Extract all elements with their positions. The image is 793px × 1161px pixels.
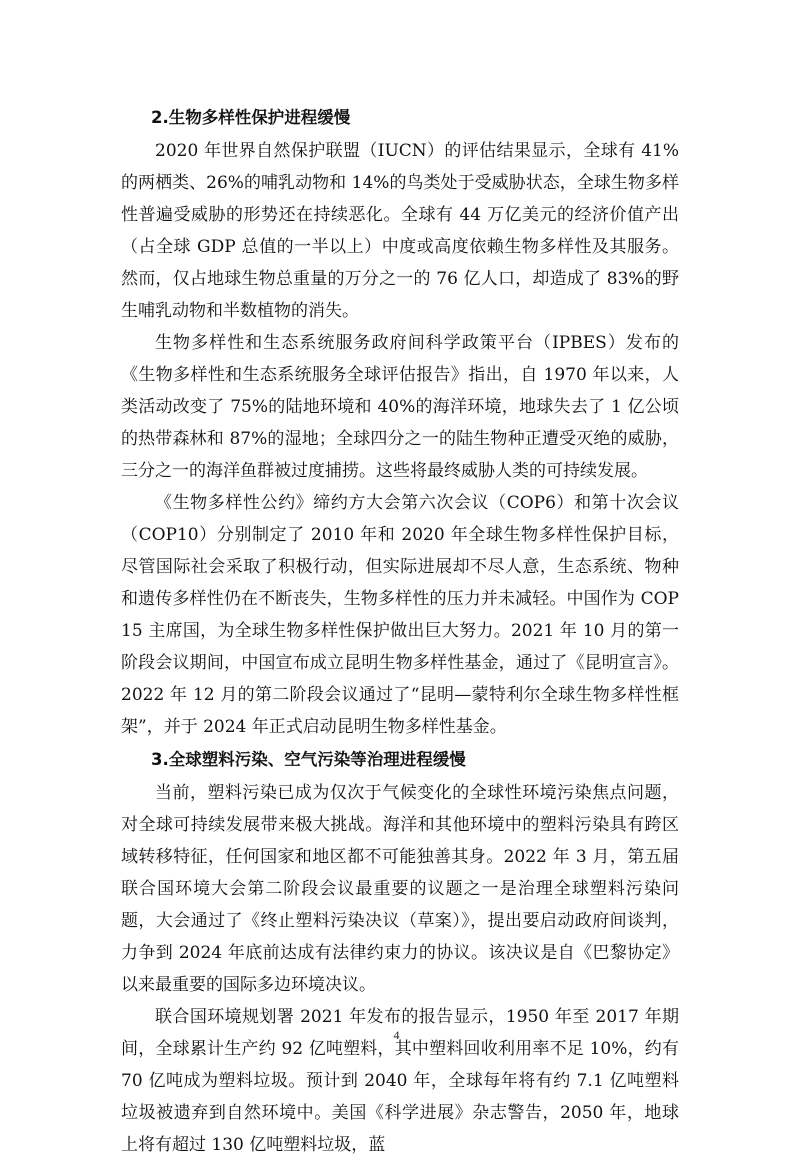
paragraph: 2020 年世界自然保护联盟（IUCN）的评估结果显示，全球有 41%的两栖类、26%的哺乳动物和 14%的鸟类处于受威胁状态，全球生物多样性普遍受威胁的形势还在持续恶化。全球有 44 万亿美元的经济价值产出（占全球 GDP 总值的一半以上）中度或高度依赖生物多样性及其服务。然而，仅占地球生物总重量的万分之一的 76 亿人口，却造成了 83%的野生哺乳动物和半数植物的消失。	[121, 141, 679, 321]
paragraph: 《生物多样性公约》缔约方大会第六次会议（COP6）和第十次会议（COP10）分别制定了 2010 年和 2020 年全球生物多样性保护目标，尽管国际社会采取了积极行动，但实际进展却不尽人意，生态系统、物种和遗传多样性仍在不断丧失，生物多样性的压力并未减轻。中国作为 COP15 主席国，为全球生物多样性保护做出巨大努力。2021 年 10 月的第一阶段会议期间，中国宣布成立昆明生物多样性基金，通过了《昆明宣言》。2022 年 12 月的第二阶段会议通过了“昆明—蒙特利尔全球生物多样性框架”，并于 2024 年正式启动昆明生物多样性基金。	[121, 493, 679, 737]
section-heading-biodiversity: 2.生物多样性保护进程缓慢	[151, 108, 351, 127]
paragraph: 生物多样性和生态系统服务政府间科学政策平台（IPBES）发布的《生物多样性和生态系统服务全球评估报告》指出，自 1970 年以来，人类活动改变了 75%的陆地环境和 40%的海洋环境，地球失去了 1 亿公顷的热带森林和 87%的湿地；全球四分之一的陆生物种正遭受灭绝的威胁，三分之一的海洋鱼群被过度捕捞。这些将最终威胁人类的可持续发展。	[121, 333, 679, 481]
paragraph: 联合国环境规划署 2021 年发布的报告显示，1950 年至 2017 年期间，全球累计生产约 92 亿吨塑料，其中塑料回收利用率不足 10%，约有 70 亿吨成为塑料垃圾。预计到 2040 年，全球每年将有约 7.1 亿吨塑料垃圾被遗弃到自然环境中。美国《科学进展》杂志警告，2050 年，地球上将有超过 130 亿吨塑料垃圾，蓝	[121, 1007, 679, 1155]
section-heading-pollution: 3.全球塑料污染、空气污染等治理进程缓慢	[151, 750, 466, 769]
paragraph: 当前，塑料污染已成为仅次于气候变化的全球性环境污染焦点问题，对全球可持续发展带来极大挑战。海洋和其他环境中的塑料污染具有跨区域转移特征，任何国家和地区都不可能独善其身。2022 年 3 月，第五届联合国环境大会第二阶段会议最重要的议题之一是治理全球塑料污染问题，大会通过了《终止塑料污染决议（草案）》，提出要启动政府间谈判，力争到 2024 年底前达成有法律约束力的协议。该决议是自《巴黎协定》以来最重要的国际多边环境决议。	[121, 783, 679, 995]
page-number: 4	[393, 1028, 400, 1042]
